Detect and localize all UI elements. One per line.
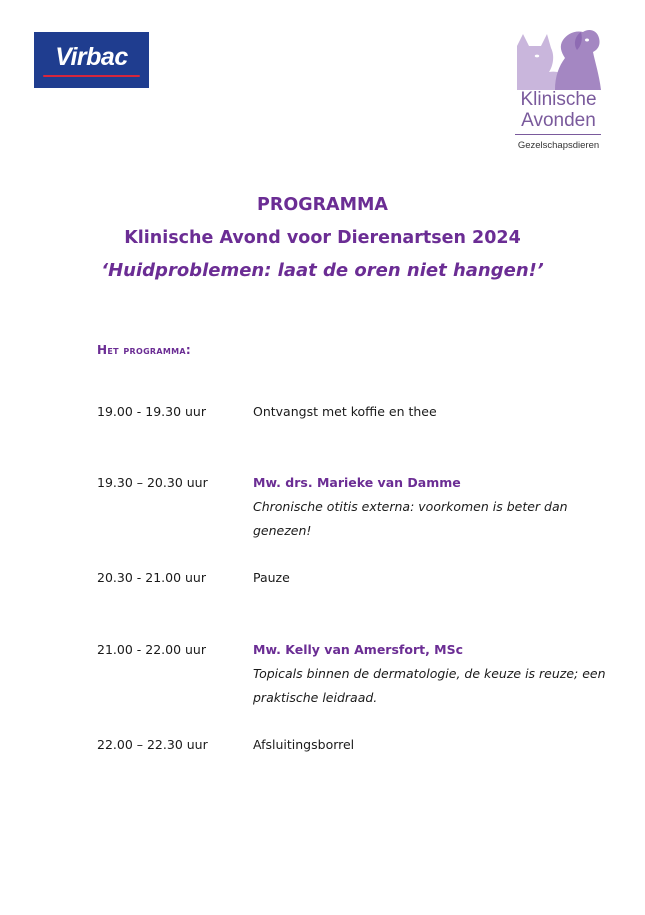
section-heading: Het programma: xyxy=(97,343,191,357)
virbac-logo-text: Virbac xyxy=(55,43,128,71)
program-time: 22.00 – 22.30 uur xyxy=(97,737,208,752)
program-speaker: Mw. drs. Marieke van Damme xyxy=(253,475,461,490)
program-topic: Chronische otitis externa: voorkomen is beter dan genezen! xyxy=(253,499,568,538)
program-time: 19.30 – 20.30 uur xyxy=(97,475,208,490)
cat-dog-silhouette-icon xyxy=(515,26,601,90)
title-programma: PROGRAMMA xyxy=(257,195,388,215)
program-time: 21.00 - 22.00 uur xyxy=(97,642,206,657)
program-topic: Topicals binnen de dermatologie, de keuze is reuze; een praktische leidraad. xyxy=(253,666,606,705)
program-content xyxy=(253,638,613,710)
program-content xyxy=(253,566,613,590)
title-event-name: Klinische Avond voor Dierenartsen 2024 xyxy=(124,228,521,248)
title-theme: ‘Huidproblemen: laat de oren niet hangen!’ xyxy=(101,260,544,281)
virbac-logo xyxy=(34,32,149,88)
virbac-logo-swoosh xyxy=(43,75,140,77)
program-time: 20.30 - 21.00 uur xyxy=(97,570,206,585)
logo-line-avonden: Avonden xyxy=(521,110,596,131)
document-title-block xyxy=(0,194,645,283)
program-content xyxy=(253,400,613,424)
program-time: 19.00 - 19.30 uur xyxy=(97,404,206,419)
program-speaker: Mw. Kelly van Amersfort, MSc xyxy=(253,642,464,657)
program-activity: Ontvangst met koffie en thee xyxy=(253,404,437,419)
program-content xyxy=(253,733,613,757)
logo-divider xyxy=(515,134,601,135)
program-activity: Pauze xyxy=(253,570,290,585)
program-activity: Afsluitingsborrel xyxy=(253,737,355,752)
program-content xyxy=(253,471,613,543)
logo-line-gezelschapsdieren: Gezelschapsdieren xyxy=(517,140,600,151)
klinische-avonden-logo xyxy=(508,22,609,158)
logo-line-klinische: Klinische xyxy=(520,89,597,110)
